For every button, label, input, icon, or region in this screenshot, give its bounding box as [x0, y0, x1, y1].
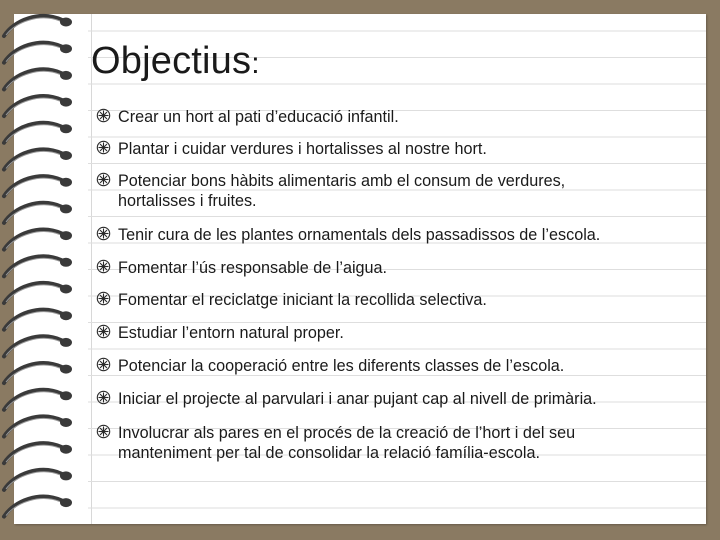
asterisk-circle-icon — [96, 357, 118, 377]
list-item-text: Potenciar la cooperació entre les diferents classes de l’escola. — [118, 357, 565, 375]
list-item — [96, 323, 696, 344]
list-item-text: Estudiar l’entorn natural proper. — [118, 324, 344, 342]
list-item — [96, 107, 696, 128]
list-item — [96, 389, 696, 410]
list-item-text: Plantar i cuidar verdures i hortalisses al nostre hort. — [118, 140, 487, 158]
asterisk-circle-icon — [96, 108, 118, 128]
list-item — [96, 139, 696, 160]
list-item-text: Fomentar el reciclatge iniciant la recollida selectiva. — [118, 291, 487, 309]
list-item-text: Potenciar bons hàbits alimentaris amb el consum de verdures, hortalisses i fruites. — [118, 172, 566, 210]
asterisk-circle-icon — [96, 324, 118, 344]
asterisk-circle-icon — [96, 291, 118, 311]
list-item-text: Fomentar l’ús responsable de l’aigua. — [118, 259, 388, 277]
list-item — [96, 290, 696, 311]
asterisk-circle-icon — [96, 172, 118, 192]
asterisk-circle-icon — [96, 140, 118, 160]
list-item — [96, 171, 696, 211]
title-colon: : — [251, 47, 260, 80]
list-item — [96, 356, 696, 377]
list-item-text: Iniciar el projecte al parvulari i anar pujant cap al nivell de primària. — [118, 390, 597, 408]
list-item-text: Crear un hort al pati d’educació infantil. — [118, 108, 399, 126]
list-item — [96, 423, 696, 463]
asterisk-circle-icon — [96, 226, 118, 246]
list-item — [96, 258, 696, 279]
title-text: Objectius — [91, 40, 252, 82]
asterisk-circle-icon — [96, 259, 118, 279]
asterisk-circle-icon — [96, 424, 118, 444]
list-item — [96, 225, 696, 246]
list-item-text: Tenir cura de les plantes ornamentals dels passadissos de l’escola. — [118, 226, 601, 244]
asterisk-circle-icon — [96, 390, 118, 410]
list-item-text: Involucrar als pares en el procés de la creació de l’hort i del seu manteniment per tal de consolidar la relació família-escola. — [118, 424, 576, 462]
